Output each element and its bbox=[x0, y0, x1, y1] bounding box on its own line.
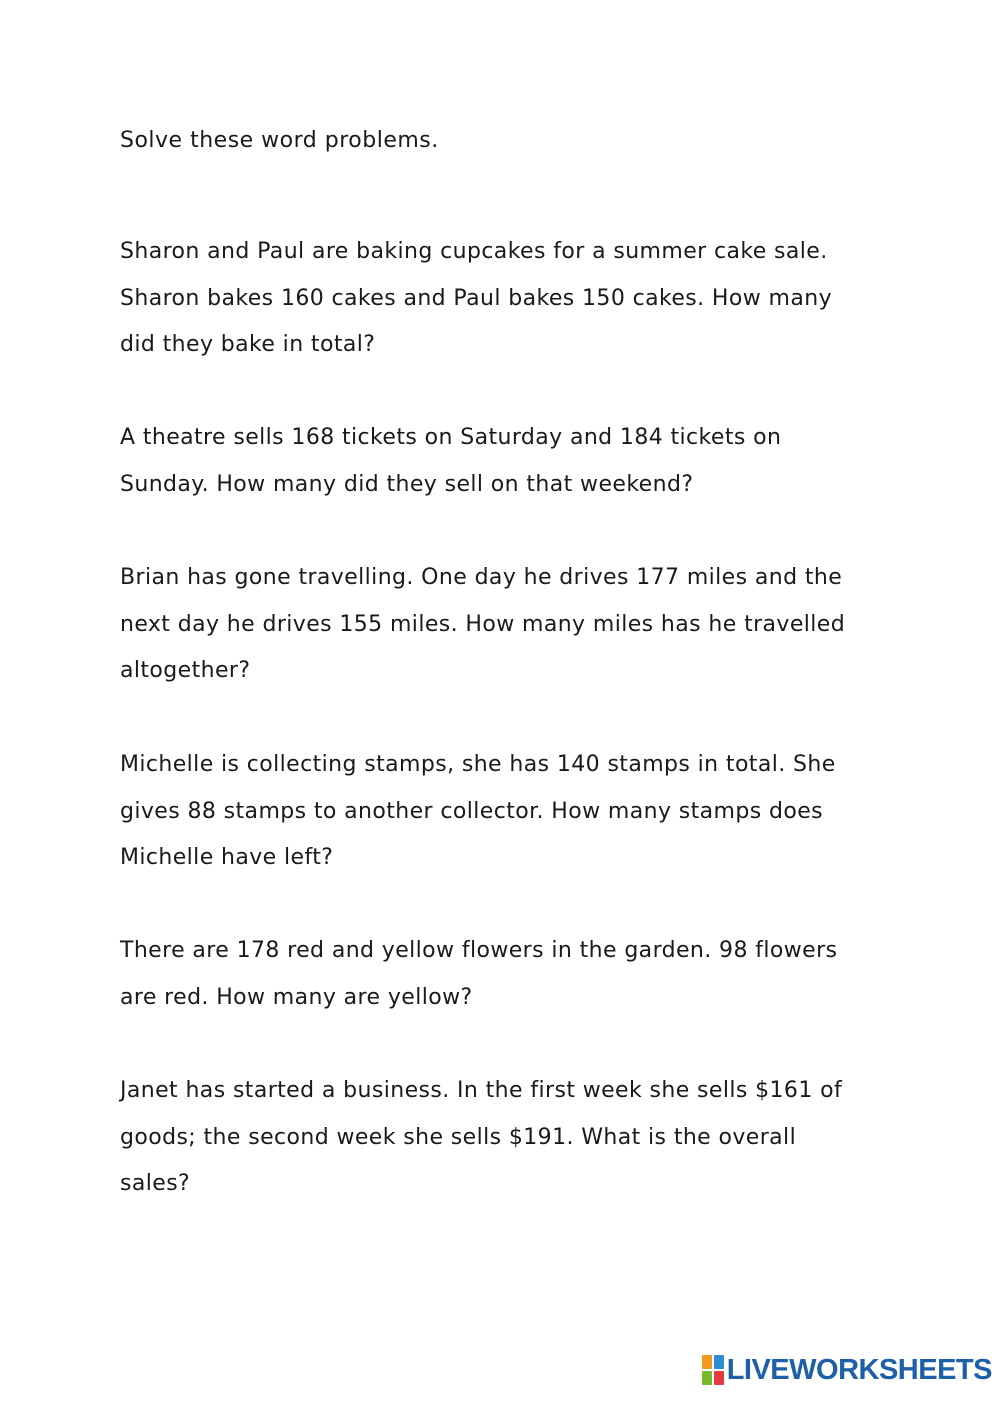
word-problem-6: Janet has started a business. In the first week she sells $161 of goods; the second week she sells $191. What is the overall sales? bbox=[120, 1078, 843, 1196]
word-problem-5: There are 178 red and yellow flowers in the garden. 98 flowers are red. How many are yellow? bbox=[120, 938, 838, 1010]
liveworksheets-logo-icon bbox=[702, 1355, 724, 1385]
word-problem-2: A theatre sells 168 tickets on Saturday and 184 tickets on Sunday. How many did they sell on that weekend? bbox=[120, 425, 782, 497]
word-problem-4: Michelle is collecting stamps, she has 140 stamps in total. She gives 88 stamps to another collector. How many stamps does Michelle have left? bbox=[120, 752, 836, 870]
word-problem-1: Sharon and Paul are baking cupcakes for a summer cake sale. Sharon bakes 160 cakes and Paul bakes 150 cakes. How many did they bake in total? bbox=[120, 239, 832, 357]
instructions-text: Solve these word problems. bbox=[120, 128, 439, 153]
word-problem-3: Brian has gone travelling. One day he drives 177 miles and the next day he drives 155 miles. How many miles has he travelled altogether? bbox=[120, 565, 846, 683]
logo-text: LIVEWORKSHEETS bbox=[726, 1353, 992, 1386]
liveworksheets-logo bbox=[702, 1353, 992, 1387]
